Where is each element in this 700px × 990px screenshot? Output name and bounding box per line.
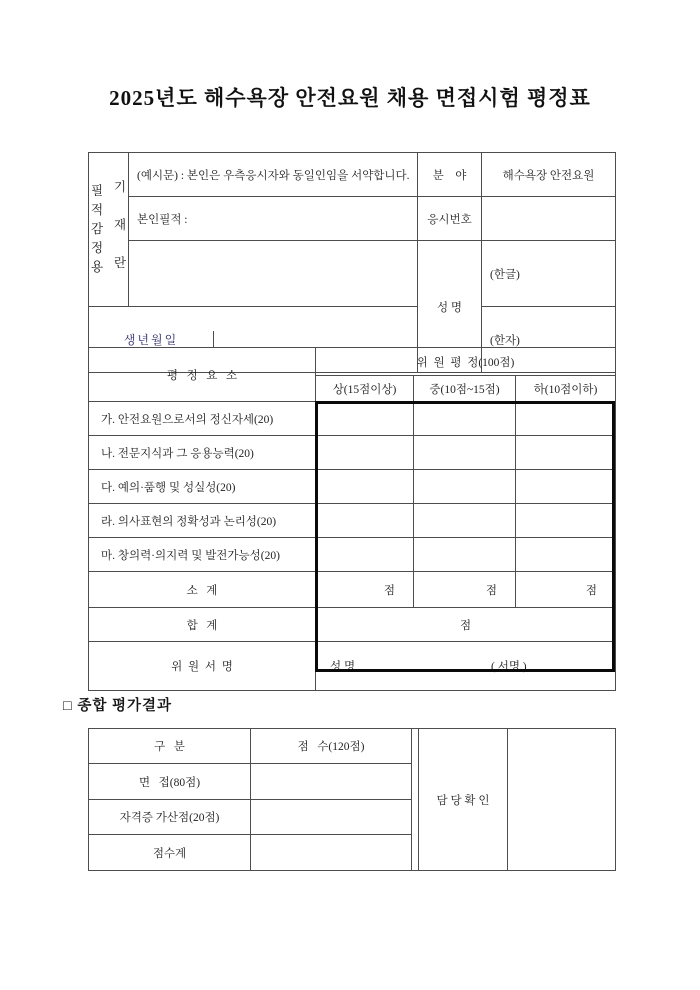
field-label: 분 야 bbox=[418, 153, 482, 197]
summary-row-interview: 면 접(80점) bbox=[89, 764, 251, 800]
summary-score-cell bbox=[251, 835, 412, 871]
confirm-label: 담 당 확 인 bbox=[419, 729, 508, 871]
score-cell bbox=[516, 436, 616, 470]
grade-header-low: 하(10점이하) bbox=[516, 376, 616, 402]
subtotal-point-suffix: 점 bbox=[414, 572, 516, 608]
criteria-item: 라. 의사표현의 정확성과 논리성(20) bbox=[89, 504, 316, 538]
summary-table bbox=[88, 728, 616, 871]
score-cell bbox=[316, 504, 414, 538]
score-cell bbox=[516, 470, 616, 504]
criteria-item: 마. 창의력·의지력 및 발전가능성(20) bbox=[89, 538, 316, 572]
score-cell bbox=[414, 436, 516, 470]
field-value: 해수욕장 안전요원 bbox=[482, 153, 616, 197]
evaluation-table-wrap bbox=[88, 347, 615, 672]
table-row bbox=[89, 470, 616, 504]
grade-header-mid: 중(10점~15점) bbox=[414, 376, 516, 402]
handwriting-vertical-label-cell bbox=[89, 153, 129, 307]
subtotal-label: 소 계 bbox=[89, 572, 316, 608]
summary-score-header: 점 수(120점) bbox=[251, 729, 412, 764]
criteria-item: 다. 예의·품행 및 성실성(20) bbox=[89, 470, 316, 504]
grade-header-high: 상(15점이상) bbox=[316, 376, 414, 402]
summary-score-cell bbox=[251, 764, 412, 800]
birthdate-label: 생년월일 bbox=[89, 331, 214, 348]
birthdate-value-cell bbox=[214, 331, 417, 348]
confirm-value-cell bbox=[508, 729, 616, 871]
score-cell bbox=[316, 538, 414, 572]
subtotal-point-suffix: 점 bbox=[516, 572, 616, 608]
example-sentence: (예시문) : 본인은 우측응시자와 동일인임을 서약합니다. bbox=[129, 153, 418, 197]
evaluation-table bbox=[88, 347, 616, 691]
handwriting-info-table bbox=[88, 152, 616, 373]
exam-number-label: 응시번호 bbox=[418, 197, 482, 241]
criteria-item: 가. 안전요원으로서의 정신자세(20) bbox=[89, 402, 316, 436]
vertical-label-col1: 필적감정용 bbox=[90, 184, 104, 274]
summary-row-certificate: 자격증 가산점(20점) bbox=[89, 800, 251, 835]
score-cell bbox=[414, 470, 516, 504]
own-handwriting-label: 본인필적 : bbox=[129, 197, 418, 241]
name-hangul-label: (한글) bbox=[482, 241, 616, 307]
score-cell bbox=[316, 470, 414, 504]
criteria-item: 나. 전문지식과 그 응용능력(20) bbox=[89, 436, 316, 470]
score-cell bbox=[316, 436, 414, 470]
summary-row-sum: 점수계 bbox=[89, 835, 251, 871]
table-row bbox=[89, 436, 616, 470]
score-cell bbox=[316, 402, 414, 436]
criteria-header: 평 정 요 소 bbox=[89, 348, 316, 402]
table-row bbox=[89, 538, 616, 572]
total-label: 합 계 bbox=[89, 608, 316, 642]
signature-sign-label: ( 서명 ) bbox=[491, 661, 527, 673]
score-header: 위 원 평 정(100점) bbox=[316, 348, 616, 376]
score-cell bbox=[516, 504, 616, 538]
vertical-label-col2: 기재란 bbox=[113, 180, 127, 270]
total-point-suffix: 점 bbox=[316, 608, 616, 642]
handwriting-entry-cell bbox=[129, 241, 418, 307]
score-cell bbox=[414, 504, 516, 538]
score-cell bbox=[516, 538, 616, 572]
page-title: 2025년도 해수욕장 안전요원 채용 면접시험 평정표 bbox=[109, 86, 591, 110]
signature-row-label: 위 원 서 명 bbox=[89, 642, 316, 691]
score-cell bbox=[414, 402, 516, 436]
table-row bbox=[89, 402, 616, 436]
signature-name-label: 성 명 bbox=[330, 661, 356, 673]
handwriting-vertical-label bbox=[89, 177, 128, 282]
subtotal-point-suffix: 점 bbox=[316, 572, 414, 608]
summary-category-header: 구 분 bbox=[89, 729, 251, 764]
summary-heading: □ 종합 평가결과 bbox=[63, 698, 173, 714]
name-label: 성 명 bbox=[418, 241, 482, 373]
double-line-gap bbox=[412, 729, 419, 871]
table-row bbox=[89, 504, 616, 538]
signature-cell bbox=[316, 642, 616, 691]
name-hanja-label: (한자) bbox=[482, 307, 616, 373]
summary-score-cell bbox=[251, 800, 412, 835]
score-cell bbox=[516, 402, 616, 436]
exam-number-value-cell bbox=[482, 197, 616, 241]
score-cell bbox=[414, 538, 516, 572]
